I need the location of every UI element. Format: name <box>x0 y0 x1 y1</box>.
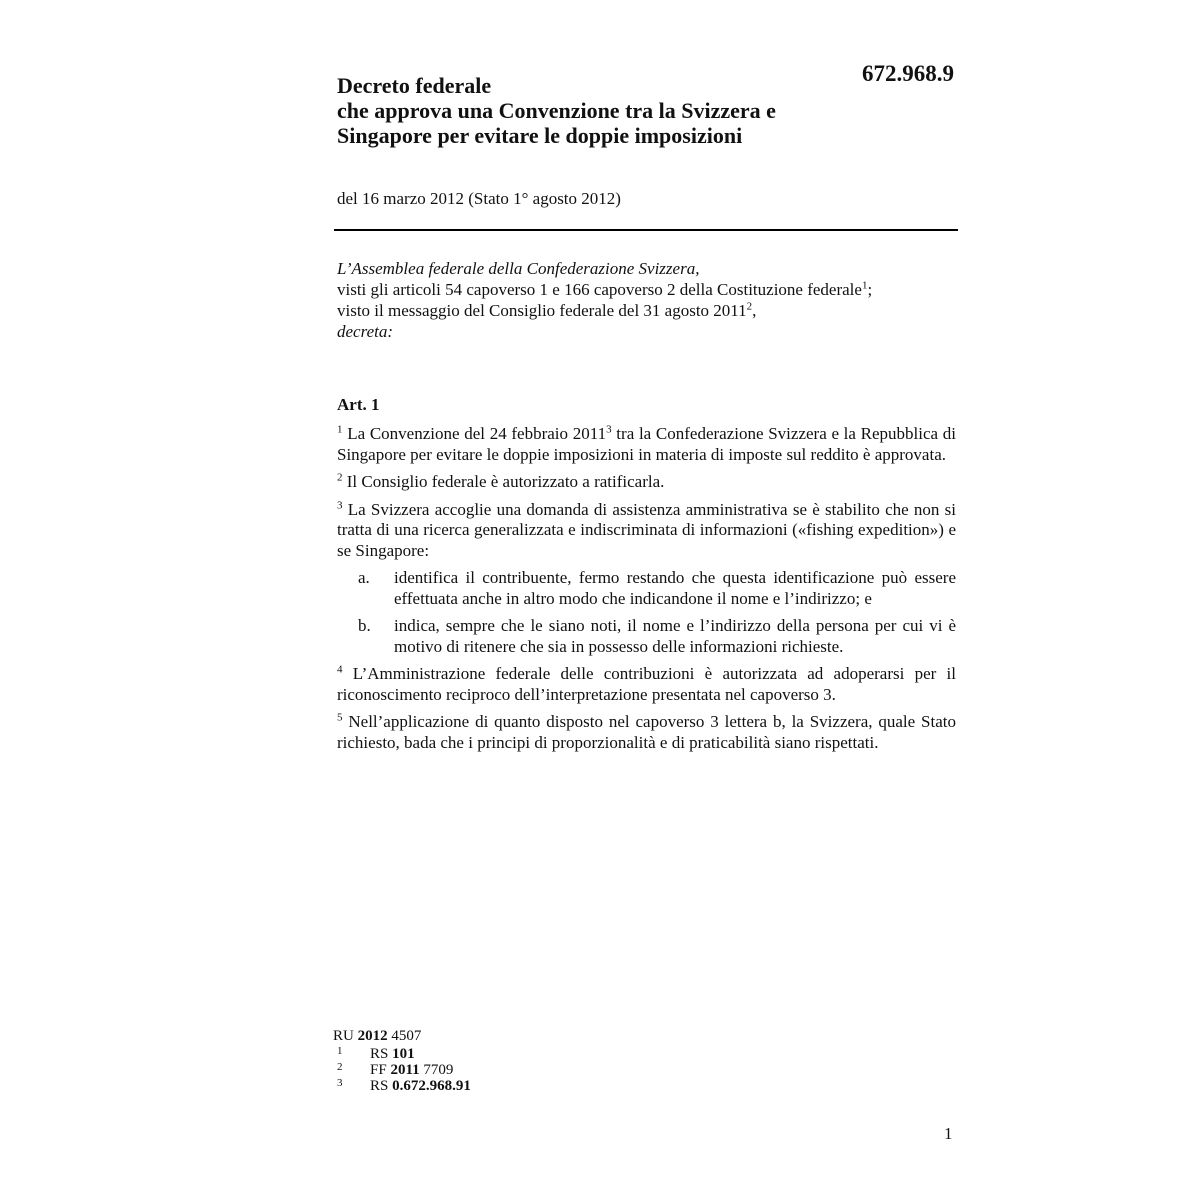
title-line: Singapore per evitare le doppie imposizioni <box>337 123 743 148</box>
article-heading: Art. 1 <box>337 395 380 414</box>
list-text: identifica il contribuente, fermo restando che questa identificazione può essere effettuata anche in altro modo che indicandone il nome e l’indirizzo; e <box>394 568 956 608</box>
paragraph-3 <box>337 500 956 562</box>
ru-year: 2012 <box>357 1028 388 1044</box>
preamble-decreta: decreta: <box>337 322 394 341</box>
footnote-text <box>370 1046 415 1062</box>
footnotes <box>337 1046 471 1094</box>
preamble-visti <box>337 279 957 300</box>
footnote-text <box>370 1062 453 1078</box>
footnote-number: 3 <box>337 1077 343 1089</box>
footnote-text <box>370 1078 471 1094</box>
paragraph-text: La Svizzera accoglie una domanda di assistenza amministrativa se è stabilito che non si tratta di una ricerca generalizzata e indiscriminata di informazioni («fishing expedition») e se Singapore: <box>337 499 956 560</box>
paragraph-number: 3 <box>337 498 343 511</box>
paragraph-number: 1 <box>337 423 343 436</box>
conditions-list <box>337 568 956 657</box>
preamble-visto <box>337 300 957 321</box>
preamble-visto-end: , <box>752 301 757 320</box>
page-number: 1 <box>944 1124 953 1143</box>
paragraph-number: 2 <box>337 471 343 484</box>
ru-reference <box>333 1027 421 1045</box>
preamble-visti-end: ; <box>867 280 873 299</box>
article-1 <box>337 394 956 760</box>
footnote-ref-3[interactable]: 3 <box>606 423 612 436</box>
footnote-bold: 101 <box>392 1046 415 1062</box>
sr-number: 672.968.9 <box>862 61 954 86</box>
footnote-2 <box>337 1062 471 1078</box>
footnote-ref-2[interactable]: 2 <box>746 300 753 313</box>
paragraph-1 <box>337 424 956 465</box>
list-letter: b. <box>358 616 371 635</box>
footnote-3 <box>337 1078 471 1094</box>
footnote-number: 1 <box>337 1045 343 1057</box>
footnote-bold: 0.672.968.91 <box>392 1078 471 1094</box>
footnote-prefix: RS <box>370 1078 393 1094</box>
footnote-suffix: 7709 <box>419 1062 454 1078</box>
title-line: che approva una Convenzione tra la Svizzera e <box>337 98 776 123</box>
list-item-a <box>337 568 956 609</box>
preamble-assembly: L’Assemblea federale della Confederazione Svizzera, <box>337 259 700 278</box>
footnote-prefix: RS <box>370 1046 393 1062</box>
list-text: indica, sempre che le siano noti, il nome e l’indirizzo della persona per cui vi è motivo di ritenere che sia in possesso delle informazioni richieste. <box>394 616 956 656</box>
footnote-prefix: FF <box>370 1062 391 1078</box>
title-line: Decreto federale <box>337 73 492 98</box>
document-date: del 16 marzo 2012 (Stato 1° agosto 2012) <box>337 189 621 208</box>
paragraph-text: La Convenzione del 24 febbraio 2011 <box>342 424 607 443</box>
footnote-number: 2 <box>337 1061 343 1073</box>
paragraph-number: 5 <box>337 711 343 724</box>
ru-page: 4507 <box>387 1028 422 1044</box>
paragraph-text: Il Consiglio federale è autorizzato a ratificarla. <box>342 472 665 491</box>
list-letter: a. <box>358 568 370 587</box>
preamble <box>337 258 957 342</box>
footnote-ref-1[interactable]: 1 <box>861 279 868 292</box>
paragraph-4 <box>337 664 956 705</box>
preamble-visti-text: visti gli articoli 54 capoverso 1 e 166 capoverso 2 della Costituzione federale <box>337 280 862 299</box>
document-title <box>337 73 857 148</box>
ru-prefix: RU <box>333 1028 358 1044</box>
preamble-visto-text: visto il messaggio del Consiglio federale del 31 agosto 2011 <box>337 301 747 320</box>
list-item-b <box>337 616 956 657</box>
paragraph-5 <box>337 712 956 753</box>
paragraph-number: 4 <box>337 663 343 676</box>
footnote-bold: 2011 <box>390 1062 420 1078</box>
paragraph-text: tra la Confederazione Svizzera e la Repubblica di Singapore per evitare le doppie imposizioni in materia di imposte sul reddito è approvata. <box>337 424 956 464</box>
paragraph-text: L’Amministrazione federale delle contribuzioni è autorizzata ad adoperarsi per il riconoscimento reciproco dell’interpretazione presentata nel capoverso 3. <box>337 664 956 704</box>
paragraph-2 <box>337 472 956 493</box>
footnote-1 <box>337 1046 471 1062</box>
paragraph-text: Nell’applicazione di quanto disposto nel capoverso 3 lettera b, la Svizzera, quale Stato richiesto, bada che i principi di proporzionalità e di praticabilità siano rispettati. <box>337 712 956 752</box>
horizontal-divider <box>334 229 958 231</box>
